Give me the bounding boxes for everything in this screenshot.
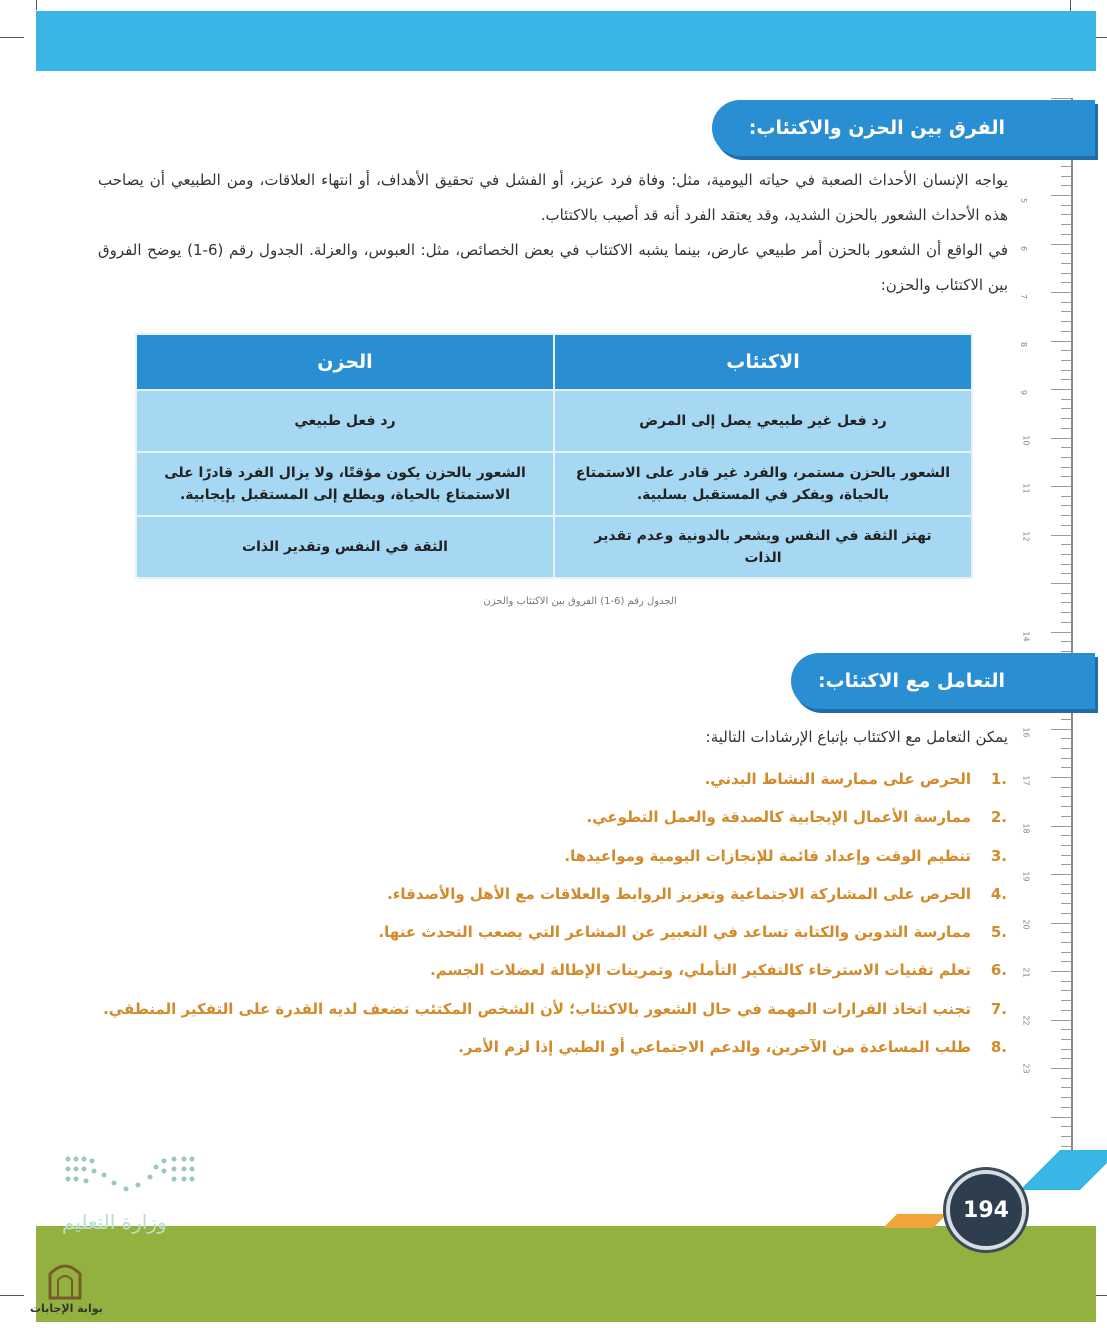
ruler-tick (1051, 195, 1071, 196)
ruler-tick (1051, 1020, 1071, 1021)
ruler-tick (1061, 990, 1071, 991)
table-row (136, 452, 972, 516)
ruler-tick (1061, 1029, 1071, 1030)
ruler-tick (1061, 913, 1071, 914)
ruler-tick (1061, 622, 1071, 623)
ruler-tick (1061, 476, 1071, 477)
ruler-tick (1061, 845, 1071, 846)
footer-stripe (1020, 1150, 1107, 1190)
ruler-tick (1061, 758, 1071, 759)
list-item-number: .3 (990, 846, 1007, 865)
ruler-tick (1051, 923, 1071, 924)
crop-mark (0, 37, 24, 38)
list-item-text: ممارسة الأعمال الإيجابية كالصدقة والعمل التطوعي. (586, 808, 971, 827)
ruler-tick (1061, 709, 1071, 710)
paragraph-text: في الواقع أن الشعور بالحزن أمر طبيعي عارض، بينما يشبه الاكتئاب في بعض الخصائص، مثل: العبوس، والعزلة. الجدول رقم (6-1) يوضح الفروق بين الاكتئاب والحزن: (98, 241, 1009, 294)
ruler-tick (1061, 806, 1071, 807)
ministry-logo-icon (64, 1155, 196, 1200)
ruler-tick (1061, 253, 1071, 254)
table-cell: الشعور بالحزن يكون مؤقتًا، ولا يزال الفرد قادرًا على الاستمتاع بالحياة، ويطلع إلى المستقبل بإيجابية. (136, 452, 554, 516)
table-cell: الثقة في النفس وتقدير الذات (136, 516, 554, 578)
ruler-tick (1061, 767, 1071, 768)
table-cell: رد فعل طبيعي (136, 390, 554, 452)
page-number-badge (946, 1170, 1026, 1250)
side-ruler (1019, 98, 1073, 1178)
section-header-coping (791, 653, 1095, 709)
ruler-tick (1061, 156, 1071, 157)
ruler-tick (1061, 1097, 1071, 1098)
ruler-tick (1061, 273, 1071, 274)
section-title: الفرق بين الحزن والاكتئاب: (748, 117, 1005, 139)
ruler-tick (1061, 1136, 1071, 1137)
ruler-tick (1061, 981, 1071, 982)
ruler-tick (1061, 835, 1071, 836)
ruler-tick (1061, 311, 1071, 312)
ruler-tick (1061, 166, 1071, 167)
ruler-tick (1061, 428, 1071, 429)
ruler-tick (1061, 360, 1071, 361)
watermark-building-icon (44, 1256, 86, 1300)
list-item-number: .5 (990, 923, 1007, 942)
ruler-tick (1061, 1058, 1071, 1059)
ruler-tick (1061, 457, 1071, 458)
list-item-number: .8 (990, 1038, 1007, 1057)
list-item-text: طلب المساعدة من الآخرين، والدعم الاجتماعي أو الطبي إذا لزم الأمر. (458, 1038, 971, 1057)
ruler-tick (1061, 573, 1071, 574)
table-header-depression: الاكتئاب (554, 334, 972, 390)
ruler-tick (1051, 874, 1071, 875)
ruler-number: 23 (1021, 1063, 1031, 1074)
ruler-tick (1061, 399, 1071, 400)
ruler-tick (1061, 224, 1071, 225)
ruler-tick (1061, 1087, 1071, 1088)
footer-bar (36, 1226, 1096, 1322)
ruler-tick (1061, 544, 1071, 545)
list-item-number: .7 (990, 999, 1007, 1018)
ruler-tick (1061, 816, 1071, 817)
ruler-tick (1051, 729, 1071, 730)
ruler-number: 12 (1021, 531, 1031, 542)
ruler-tick (1061, 1146, 1071, 1147)
ruler-tick (1061, 903, 1071, 904)
ruler-tick (1051, 583, 1071, 584)
comparison-table (135, 333, 973, 579)
ruler-tick (1061, 748, 1071, 749)
ruler-tick (1061, 942, 1071, 943)
ruler-tick (1061, 855, 1071, 856)
list-item (71, 1028, 1007, 1066)
ruler-tick (1051, 826, 1071, 827)
watermark-text: بوابة الإجابات (30, 1302, 103, 1315)
ruler-tick (1061, 205, 1071, 206)
ruler-tick (1061, 408, 1071, 409)
ruler-number: 20 (1021, 919, 1031, 930)
ruler-tick (1061, 952, 1071, 953)
crop-mark (0, 1295, 24, 1296)
ruler-tick (1061, 796, 1071, 797)
ruler-tick (1061, 651, 1071, 652)
ruler-tick (1061, 505, 1071, 506)
ruler-tick (1061, 1078, 1071, 1079)
list-item-text: تجنب اتخاذ القرارات المهمة في حال الشعور بالاكتئاب؛ لأن الشخص المكتئب تضعف لديه القدرة على التفكير المنطقي. (103, 999, 971, 1018)
table-row (136, 390, 972, 452)
list-item (71, 913, 1007, 951)
ruler-tick (1061, 787, 1071, 788)
section-header-difference (712, 100, 1095, 156)
paragraph-text: يواجه الإنسان الأحداث الصعبة في حياته اليومية، مثل: وفاة فرد عزيز، أو الفشل في تحقيق الأهداف، أو انتهاء العلاقات، ومن الطبيعي أن يصاحب هذه الأحداث الشعور بالحزن الشديد، وقد يعتقد الفرد أنه قد أصيب بالاكتئاب. (98, 171, 1008, 224)
ruler-tick (1051, 341, 1071, 342)
list-item (71, 837, 1007, 875)
list-item (71, 990, 1007, 1028)
section-title: التعامل مع الاكتئاب: (817, 670, 1005, 692)
ruler-number: 10 (1021, 435, 1031, 446)
list-item (71, 760, 1007, 798)
ruler-number: 16 (1021, 727, 1031, 738)
ruler-number: 9 (1019, 389, 1029, 396)
list-item-number: .2 (990, 808, 1007, 827)
table-cell: الشعور بالحزن مستمر، والفرد غير قادر على الاستمتاع بالحياة، ويفكر في المستقبل بسلبية. (554, 452, 972, 516)
ruler-tick (1061, 331, 1071, 332)
intro-paragraph (98, 163, 1008, 233)
ruler-number: 7 (1019, 293, 1029, 300)
ruler-number: 17 (1021, 775, 1031, 786)
ruler-tick (1051, 1068, 1071, 1069)
ruler-line (1071, 98, 1073, 1178)
ruler-tick (1061, 602, 1071, 603)
ruler-tick (1051, 1117, 1071, 1118)
list-item-text: تنظيم الوقت وإعداد قائمة للإنجازات اليومية ومواعيدها. (564, 846, 971, 865)
ruler-tick (1061, 961, 1071, 962)
ruler-tick (1061, 185, 1071, 186)
table-caption: الجدول رقم (6-1) الفروق بين الاكتئاب والحزن (483, 596, 677, 607)
ruler-tick (1051, 971, 1071, 972)
ruler-tick (1061, 447, 1071, 448)
ruler-tick (1051, 98, 1071, 99)
list-item-text: تعلم تقنيات الاسترخاء كالتفكير التأملي، وتمرينات الإطالة لعضلات الجسم. (430, 961, 971, 980)
ruler-tick (1051, 486, 1071, 487)
ruler-tick (1061, 525, 1071, 526)
ruler-tick (1061, 932, 1071, 933)
ruler-tick (1061, 1010, 1071, 1011)
top-banner (36, 11, 1096, 71)
ruler-tick (1051, 632, 1071, 633)
ruler-tick (1061, 1107, 1071, 1108)
ruler-tick (1061, 379, 1071, 380)
ruler-tick (1061, 1000, 1071, 1001)
ruler-tick (1051, 389, 1071, 390)
ruler-number: 8 (1019, 341, 1029, 348)
ruler-tick (1061, 564, 1071, 565)
list-item-number: .6 (990, 961, 1007, 980)
ruler-tick (1061, 515, 1071, 516)
list-item (71, 798, 1007, 836)
ruler-tick (1061, 234, 1071, 235)
list-item-text: الحرص على المشاركة الاجتماعية وتعزيز الروابط والعلاقات مع الأهل والأصدقاء. (387, 884, 971, 903)
ruler-tick (1061, 1039, 1071, 1040)
ruler-number: 22 (1021, 1015, 1031, 1026)
ruler-tick (1061, 496, 1071, 497)
ruler-number: 14 (1021, 631, 1031, 642)
ruler-tick (1061, 467, 1071, 468)
ruler-tick (1061, 554, 1071, 555)
ministry-logo-text: وزارة التعليم (62, 1210, 167, 1234)
ruler-number: 5 (1019, 197, 1029, 204)
ruler-tick (1061, 738, 1071, 739)
ruler-tick (1061, 719, 1071, 720)
ruler-tick (1051, 438, 1071, 439)
ruler-tick (1061, 370, 1071, 371)
table-cell: رد فعل غير طبيعي يصل إلى المرض (554, 390, 972, 452)
ruler-tick (1061, 1049, 1071, 1050)
page-number: 194 (963, 1197, 1009, 1223)
ruler-tick (1051, 292, 1071, 293)
list-item-number: .4 (990, 884, 1007, 903)
coping-tips-list (71, 760, 1007, 1066)
ruler-tick (1061, 214, 1071, 215)
table-header-sadness: الحزن (136, 334, 554, 390)
ruler-tick (1051, 244, 1071, 245)
ruler-tick (1061, 612, 1071, 613)
ruler-tick (1061, 593, 1071, 594)
ruler-tick (1061, 893, 1071, 894)
list-item-text: ممارسة التدوين والكتابة تساعد في التعبير عن المشاعر التي يصعب التحدث عنها. (378, 923, 971, 942)
ruler-tick (1051, 777, 1071, 778)
ruler-tick (1061, 321, 1071, 322)
list-item-number: .1 (990, 770, 1007, 788)
ruler-tick (1061, 176, 1071, 177)
ruler-number: 19 (1021, 871, 1031, 882)
table-cell: تهتز الثقة في النفس ويشعر بالدونية وعدم تقدير الذات (554, 516, 972, 578)
crop-mark (36, 0, 37, 10)
ruler-tick (1061, 350, 1071, 351)
explanation-paragraph (98, 233, 1008, 303)
ruler-tick (1061, 302, 1071, 303)
ruler-tick (1061, 884, 1071, 885)
ruler-tick (1061, 282, 1071, 283)
ruler-tick (1061, 263, 1071, 264)
ruler-number: 11 (1021, 483, 1031, 494)
ruler-tick (1051, 535, 1071, 536)
list-item (71, 875, 1007, 913)
coping-intro: يمكن التعامل مع الاكتئاب بإتباع الإرشادات التالية: (705, 728, 1008, 746)
table-row (136, 516, 972, 578)
ruler-tick (1061, 864, 1071, 865)
list-item-text: الحرص على ممارسة النشاط البدني. (704, 770, 971, 788)
ruler-tick (1061, 1126, 1071, 1127)
list-item (71, 951, 1007, 989)
ruler-number: 6 (1019, 245, 1029, 252)
ruler-number: 18 (1021, 823, 1031, 834)
ruler-number: 21 (1021, 967, 1031, 978)
ruler-tick (1061, 418, 1071, 419)
ruler-tick (1061, 641, 1071, 642)
